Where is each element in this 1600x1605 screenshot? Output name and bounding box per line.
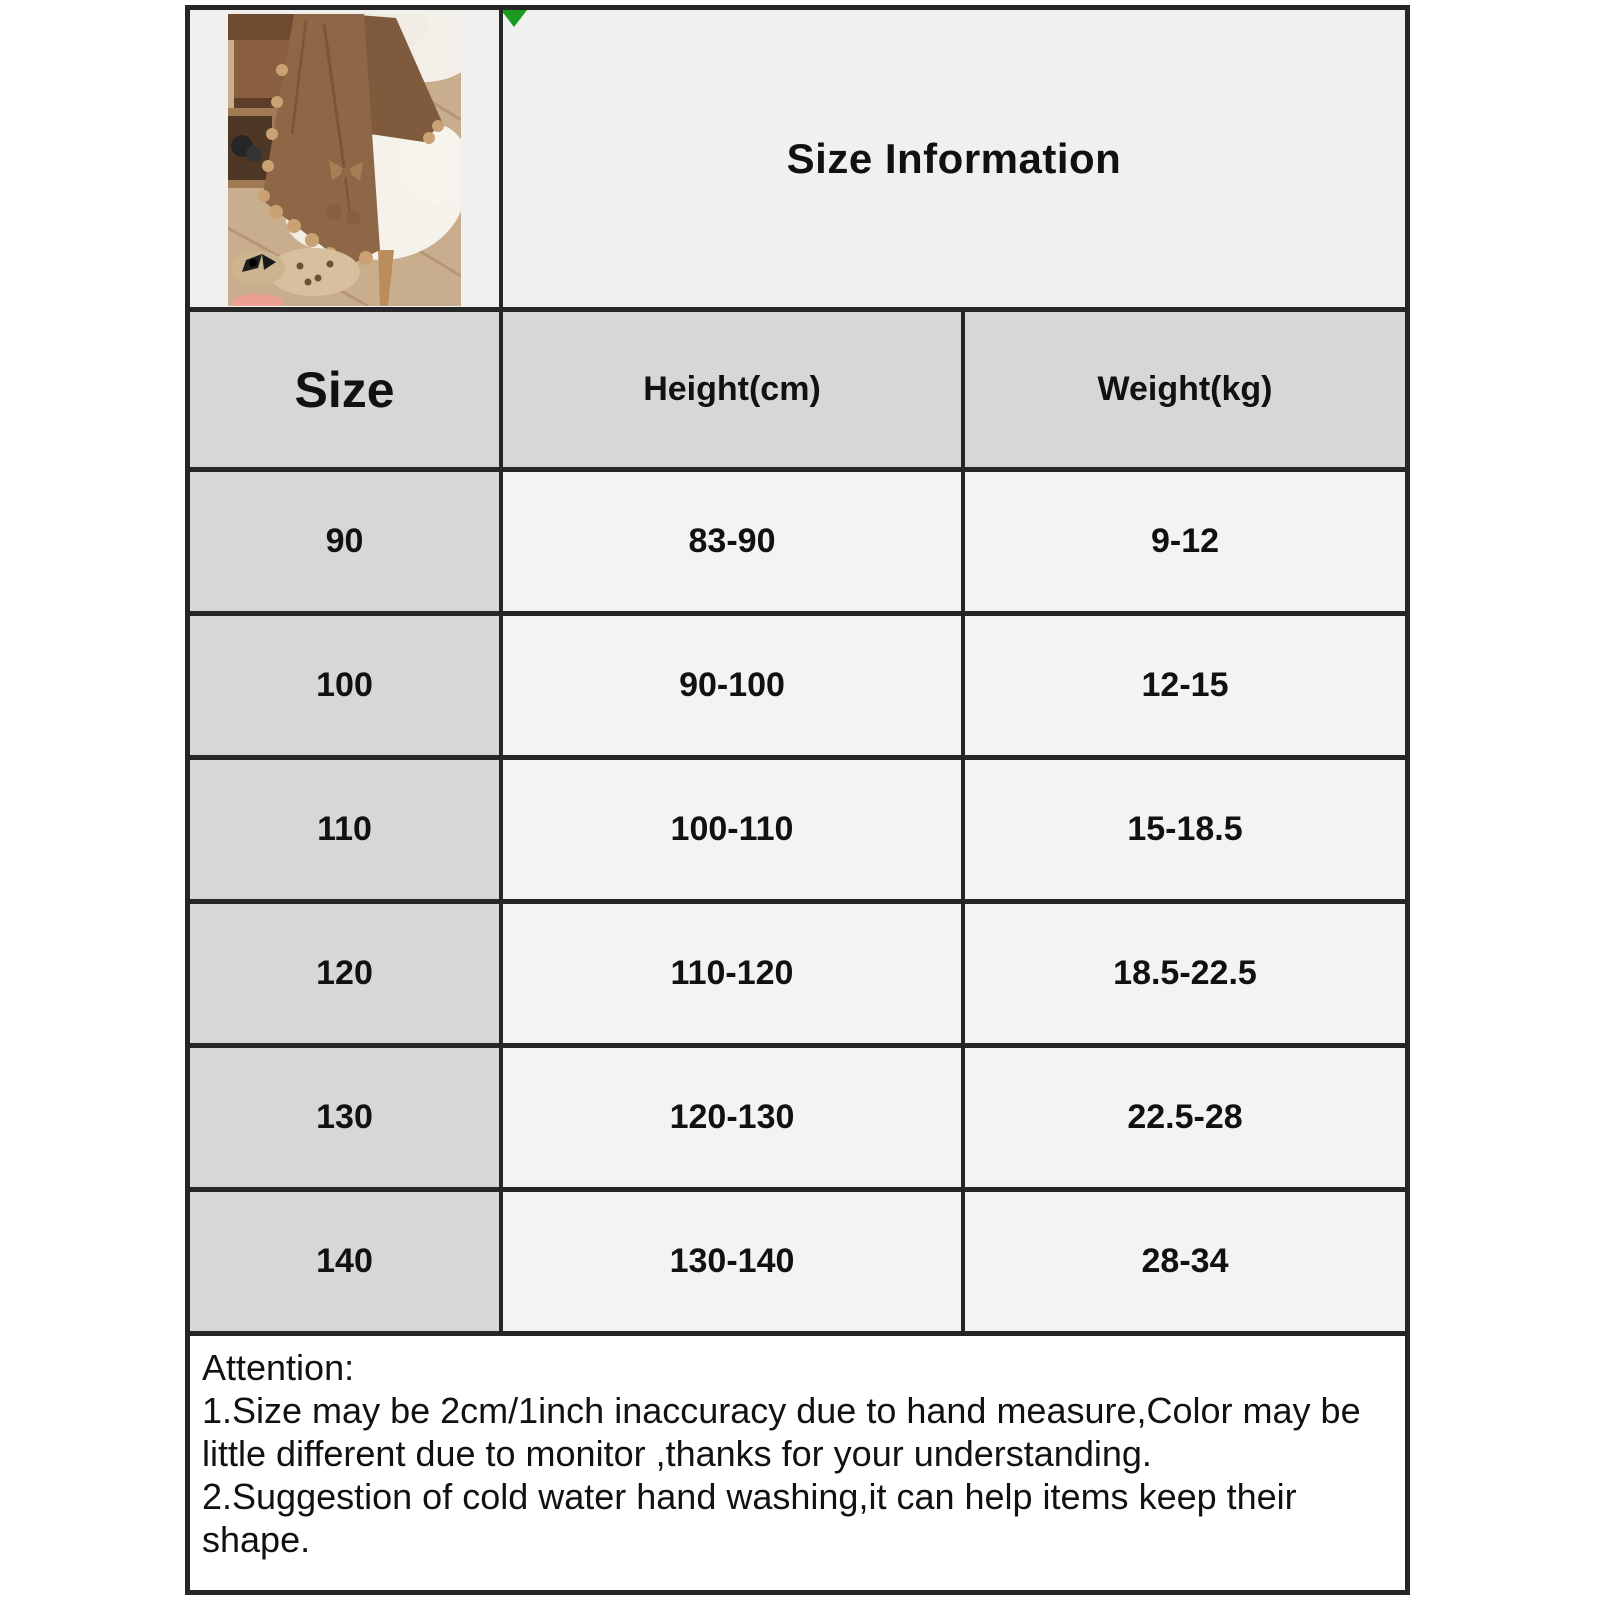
table-cell-weight: 12-15 bbox=[965, 616, 1405, 760]
column-header-height: Height(cm) bbox=[503, 312, 965, 472]
table-cell-height: 90-100 bbox=[503, 616, 965, 760]
attention-heading: Attention: bbox=[202, 1347, 355, 1388]
table-cell-weight: 15-18.5 bbox=[965, 760, 1405, 904]
table-cell-weight: 9-12 bbox=[965, 472, 1405, 616]
attention-line-1: 1.Size may be 2cm/1inch inaccuracy due to hand measure,Color may be little different due to monitor ,thanks for your understanding. bbox=[202, 1390, 1361, 1474]
table-cell-height: 100-110 bbox=[503, 760, 965, 904]
table-cell-height: 120-130 bbox=[503, 1048, 965, 1192]
green-corner-flag-icon bbox=[503, 10, 527, 27]
column-header-size: Size bbox=[190, 312, 503, 472]
table-cell-size: 120 bbox=[190, 904, 503, 1048]
attention-note bbox=[190, 1336, 1405, 1590]
title-cell bbox=[503, 10, 1405, 312]
size-chart-sheet bbox=[185, 5, 1410, 1595]
table-cell-weight: 22.5-28 bbox=[965, 1048, 1405, 1192]
table-cell-size: 130 bbox=[190, 1048, 503, 1192]
column-header-weight: Weight(kg) bbox=[965, 312, 1405, 472]
attention-line-2: 2.Suggestion of cold water hand washing,it can help items keep their shape. bbox=[202, 1476, 1297, 1560]
table-cell-height: 83-90 bbox=[503, 472, 965, 616]
table-cell-height: 110-120 bbox=[503, 904, 965, 1048]
table-cell-weight: 28-34 bbox=[965, 1192, 1405, 1336]
table-cell-size: 110 bbox=[190, 760, 503, 904]
table-cell-size: 100 bbox=[190, 616, 503, 760]
table-cell-size: 140 bbox=[190, 1192, 503, 1336]
table-cell-size: 90 bbox=[190, 472, 503, 616]
product-photo bbox=[228, 14, 461, 306]
product-image-cell bbox=[190, 10, 503, 312]
table-cell-height: 130-140 bbox=[503, 1192, 965, 1336]
page-title: Size Information bbox=[786, 134, 1122, 182]
table-cell-weight: 18.5-22.5 bbox=[965, 904, 1405, 1048]
